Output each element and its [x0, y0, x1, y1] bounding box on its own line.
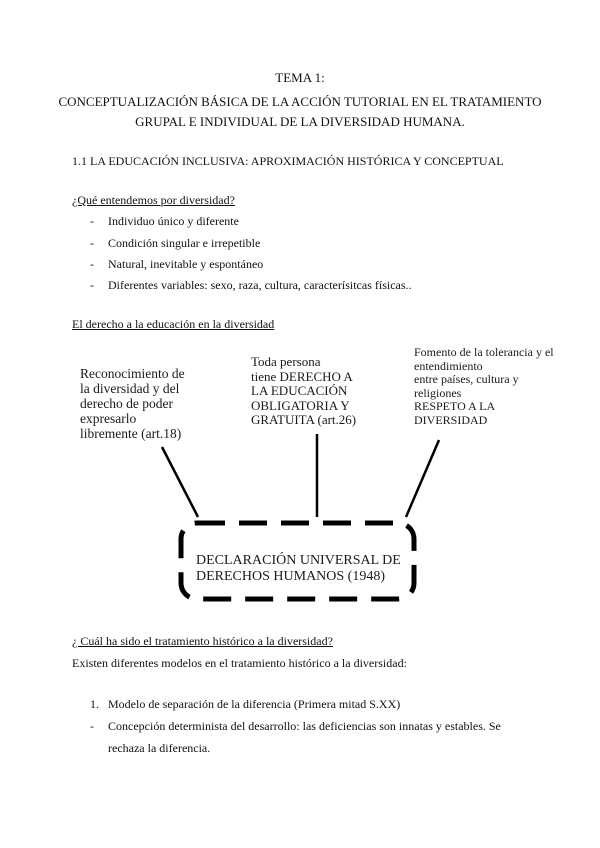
tema-label: TEMA 1: — [275, 70, 325, 85]
model-number: 1. — [90, 697, 99, 711]
title-line-1: CONCEPTUALIZACIÓN BÁSICA DE LA ACCIÓN TUTORIAL EN EL TRATAMIENTO — [58, 94, 542, 109]
question-tratamiento: ¿ Cuál ha sido el tratamiento histórico a la diversidad? — [72, 634, 333, 648]
section-heading: 1.1 LA EDUCACIÓN INCLUSIVA: APROXIMACIÓN HISTÓRICA Y CONCEPTUAL — [72, 154, 504, 168]
diagram-right-text: Fomento de la tolerancia y el entendimiento entre países, cultura y religiones RESPETO A LA DIVERSIDAD — [414, 345, 554, 427]
list-item: Diferentes variables: sexo, raza, cultura, caracterísitcas físicas.. — [108, 278, 412, 292]
title-line-2: GRUPAL E INDIVIDUAL DE LA DIVERSIDAD HUMANA. — [135, 114, 465, 129]
connector-left — [162, 447, 198, 517]
declaracion-text: DECLARACIÓN UNIVERSAL DE DERECHOS HUMANOS (1948) — [196, 553, 401, 584]
connector-right — [406, 440, 439, 517]
concepcion-line-2: rechaza la diferencia. — [108, 741, 211, 755]
model-1: Modelo de separación de la diferencia (Primera mitad S.XX) — [108, 697, 401, 711]
bullet-dash: - — [90, 719, 94, 733]
bullet-dash: - — [90, 214, 94, 228]
heading-derecho: El derecho a la educación en la diversidad — [72, 317, 275, 331]
bullet-dash: - — [90, 236, 94, 250]
diagram-left-text: Reconocimiento de la diversidad y del derecho de poder expresarlo libremente (art.18) — [80, 366, 185, 441]
bullet-dash: - — [90, 278, 94, 292]
intro-tratamiento: Existen diferentes modelos en el tratamiento histórico a la diversidad: — [72, 656, 407, 670]
bullet-dash: - — [90, 257, 94, 271]
list-item: Condición singular e irrepetible — [108, 236, 261, 250]
question-diversidad: ¿Qué entendemos por diversidad? — [72, 193, 235, 207]
list-item: Individuo único y diferente — [108, 214, 239, 228]
diagram-middle-text: Toda persona tiene DERECHO A LA EDUCACIÓN OBLIGATORIA Y GRATUITA (art.26) — [251, 354, 357, 427]
concepcion-line-1: Concepción determinista del desarrollo: las deficiencias son innatas y estables. Se — [108, 719, 501, 733]
list-item: Natural, inevitable y espontáneo — [108, 257, 264, 271]
